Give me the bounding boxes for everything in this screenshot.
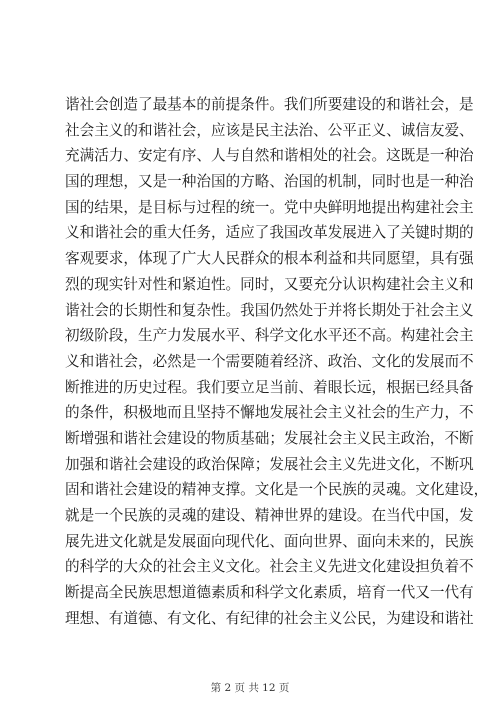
text-line: 烈的现实针对性和紧迫性。同时，又要充分认识构建社会主义和 (65, 275, 474, 293)
text-line: 谐社会创造了最基本的前提条件。我们所要建设的和谐社会，是 (65, 96, 474, 113)
text-line: 加强和谐社会建设的政治保障；发展社会主义先进文化，不断巩 (65, 455, 474, 473)
text-line: 义和谐社会的重大任务，适应了我国改革发展进入了关键时期的 (65, 224, 474, 242)
text-line: 就是一个民族的灵魂的建设、精神世界的建设。在当代中国，发 (65, 507, 474, 524)
text-line: 断增强和谐社会建设的物质基础；发展社会主义民主政治，不断 (65, 429, 474, 447)
text-line: 国的结果，是目标与过程的统一。党中央鲜明地提出构建社会主 (65, 198, 474, 216)
text-line: 断提高全民族思想道德素质和科学文化素质，培育一代又一代有 (65, 584, 474, 602)
text-line: 国的理想，又是一种治国的方略、治国的机制，同时也是一种治 (65, 173, 474, 191)
text-line: 谐社会的长期性和复杂性。我国仍然处于并将长期处于社会主义 (65, 301, 474, 319)
page-number-footer: 第 2 页 共 12 页 (210, 682, 290, 694)
text-line: 理想、有道德、有文化、有纪律的社会主义公民，为建设和谐社 (65, 609, 474, 627)
text-line: 初级阶段，生产力发展水平、科学文化水平还不高。构建社会主 (65, 327, 474, 345)
body-text (65, 92, 489, 631)
text-line: 社会主义的和谐社会，应该是民主法治、公平正义、诚信友爱、 (65, 121, 474, 139)
text-line: 展先进文化就是发展面向现代化、面向世界、面向未来的，民族 (65, 532, 474, 550)
text-line: 断推进的历史过程。我们要立足当前、着眼长远，根据已经具备 (65, 378, 474, 396)
text-line: 客观要求，体现了广大人民群众的根本利益和共同愿望，具有强 (65, 250, 474, 268)
text-line: 的条件，积极地而且坚持不懈地发展社会主义社会的生产力，不 (65, 404, 474, 422)
text-line: 充满活力、安定有序、人与自然和谐相处的社会。这既是一种治 (65, 147, 474, 165)
text-line: 固和谐社会建设的精神支撑。文化是一个民族的灵魂。文化建设， (65, 481, 489, 499)
text-line: 义和谐社会，必然是一个需要随着经济、政治、文化的发展而不 (65, 352, 474, 370)
text-line: 的科学的大众的社会主义文化。社会主义先进文化建设担负着不 (65, 558, 474, 576)
